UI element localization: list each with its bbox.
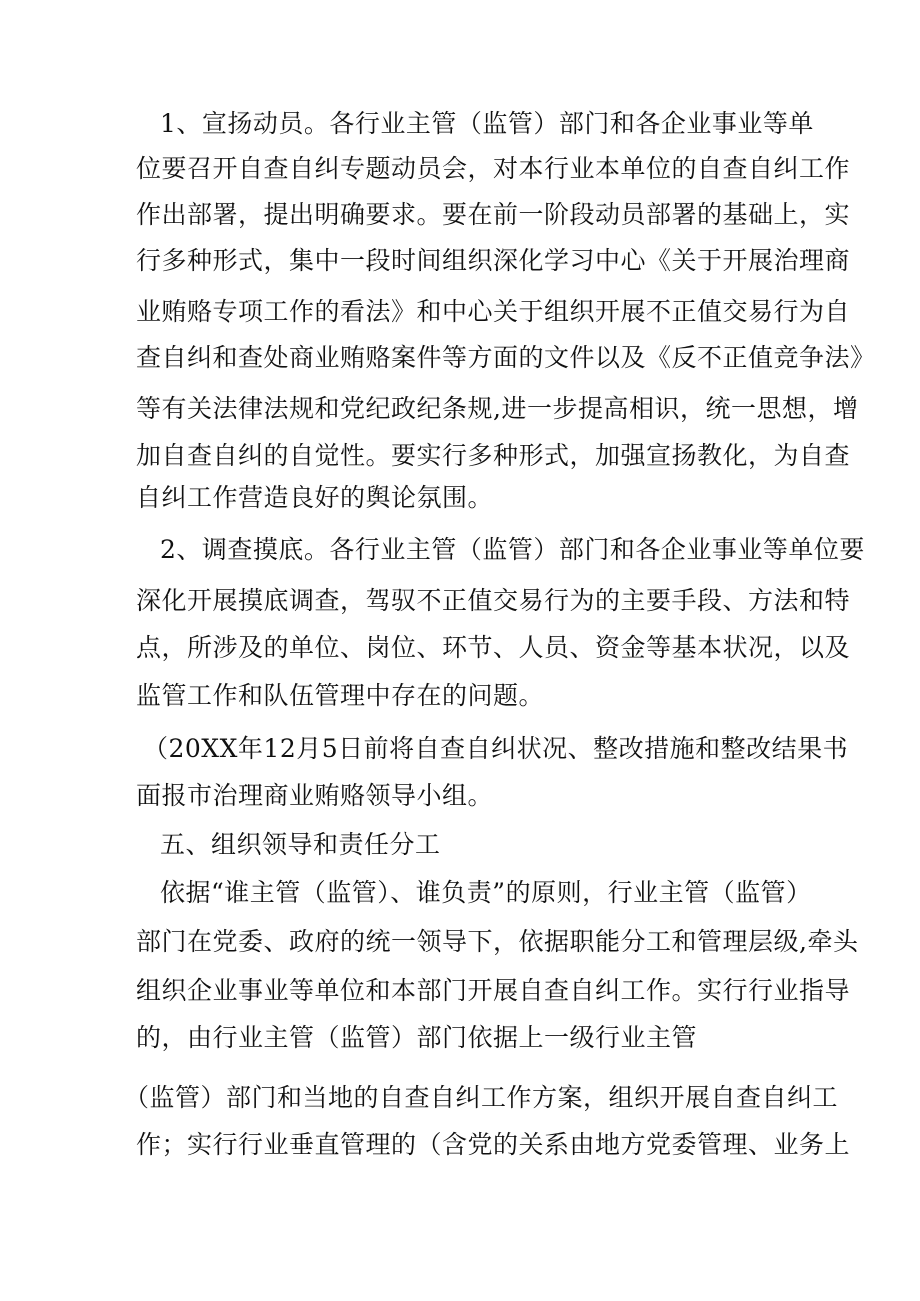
text-line: 加自查自纠的自觉性。要实行多种形式，加强宣扬教化，为自查 [136, 441, 851, 470]
text-line: （监管）部门和当地的自查自纠工作方案，组织开展自查自纠工 [124, 1083, 839, 1112]
text-line: 1、宣扬动员。各行业主管（监管）部门和各企业事业等单 [160, 109, 814, 138]
text-line: 作出部署，提出明确要求。要在前一阶段动员部署的基础上，实 [136, 200, 851, 229]
section-heading: 五、组织领导和责任分工 [160, 830, 441, 859]
text-line: 面报市治理商业贿赂领导小组。 [136, 781, 494, 810]
text-line: 自纠工作营造良好的舆论氛围。 [136, 483, 494, 512]
text-line: 业贿赂专项工作的看法》和中心关于组织开展不正值交易行为自 [136, 297, 851, 326]
text-line: 组织企业事业等单位和本部门开展自查自纠工作。实行行业指导 [136, 976, 851, 1005]
text-line: 行多种形式，集中一段时间组织深化学习中心《关于开展治理商 [136, 246, 851, 275]
text-line: 2、调查摸底。各行业主管（监管）部门和各企业事业等单位要 [160, 535, 865, 564]
text-line: 部门在党委、政府的统一领导下，依据职能分工和管理层级,牵头 [136, 927, 859, 956]
text-line: 的，由行业主管（监管）部门依据上一级行业主管 [136, 1023, 698, 1052]
text-line: 查自纠和查处商业贿赂案件等方面的文件以及《反不正值竞争法》 [136, 343, 876, 372]
text-line: 依据“谁主管（监管）、谁负责”的原则，行业主管（监管） [160, 878, 812, 907]
text-line: 等有关法律法规和党纪政纪条规,进一步提高相识，统一思想，增 [136, 394, 859, 423]
text-line: 作；实行行业垂直管理的（含党的关系由地方党委管理、业务上 [136, 1130, 851, 1159]
text-line: 监管工作和队伍管理中存在的问题。 [136, 681, 545, 710]
text-line: （20XX年12月5日前将自查自纠状况、整改措施和整改结果书 [143, 734, 849, 763]
text-line: 位要召开自查自纠专题动员会，对本行业本单位的自查自纠工作 [136, 154, 851, 183]
text-line: 深化开展摸底调查，驾驭不正值交易行为的主要手段、方法和特 [136, 586, 851, 615]
text-line: 点，所涉及的单位、岗位、环节、人员、资金等基本状况，以及 [136, 633, 851, 662]
